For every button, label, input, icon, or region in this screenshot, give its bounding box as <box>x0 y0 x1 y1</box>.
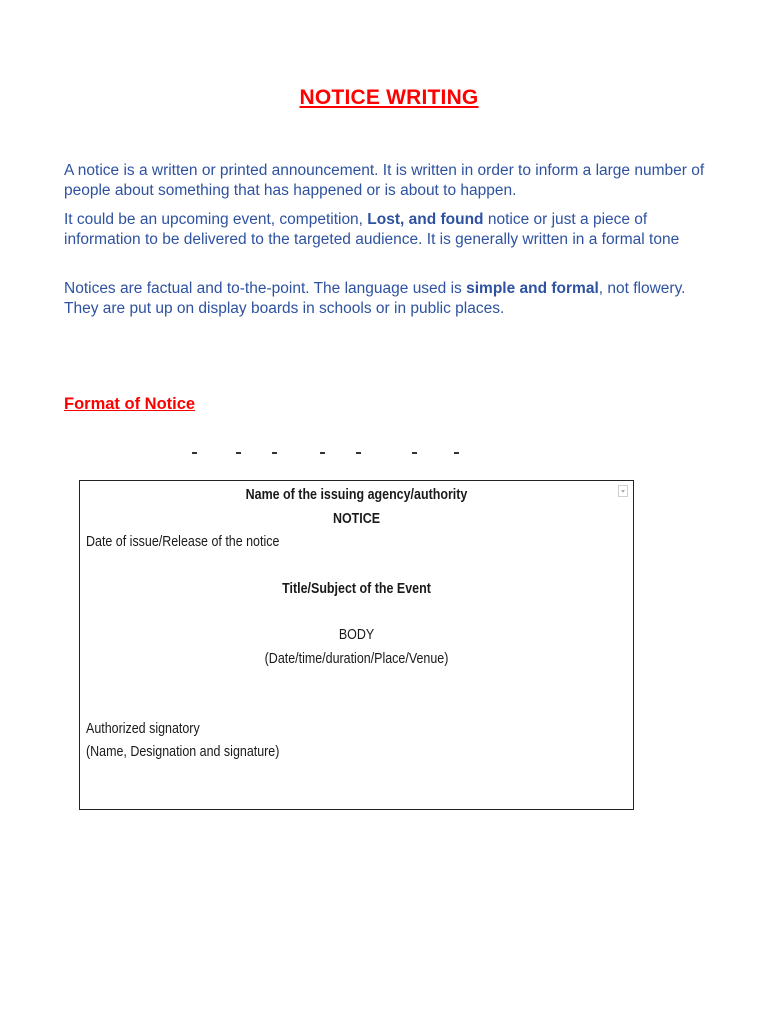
paragraph-text: , not flowery. They are put up on display boards in schools or in public places. <box>64 280 686 317</box>
paragraph-text: It could be an upcoming event, competition, <box>64 211 368 228</box>
notice-format-box <box>79 480 634 810</box>
subject-label: Title/Subject of the Event <box>282 581 431 597</box>
examples-paragraph <box>64 210 714 250</box>
signatory-details-label: (Name, Designation and signature) <box>86 744 280 760</box>
style-paragraph <box>64 279 714 319</box>
bold-phrase: simple and formal <box>466 280 599 297</box>
cropped-text-fragment <box>180 452 480 458</box>
paragraph-text: A notice is a written or printed announcement. It is written in order to inform a large number of people about something that has happened or is about to happen. <box>64 162 705 199</box>
page-title: NOTICE WRITING <box>299 86 479 109</box>
format-heading: Format of Notice <box>64 395 196 413</box>
signatory-label: Authorized signatory <box>86 721 200 737</box>
notice-label: NOTICE <box>332 511 381 527</box>
date-of-issue-label: Date of issue/Release of the notice <box>86 534 280 550</box>
body-details-label: (Date/time/duration/Place/Venue) <box>264 651 449 667</box>
agency-name-label: Name of the issuing agency/authority <box>245 487 468 503</box>
dropdown-arrow-icon <box>618 485 628 497</box>
paragraph-text: Notices are factual and to-the-point. The language used is <box>64 280 467 297</box>
bold-phrase: Lost, and found <box>367 211 484 228</box>
body-label: BODY <box>338 627 375 643</box>
intro-paragraph <box>64 161 714 201</box>
paragraph-text: notice or just a piece of information to be delivered to the targeted audience. It is generally written in a formal tone <box>64 211 680 248</box>
